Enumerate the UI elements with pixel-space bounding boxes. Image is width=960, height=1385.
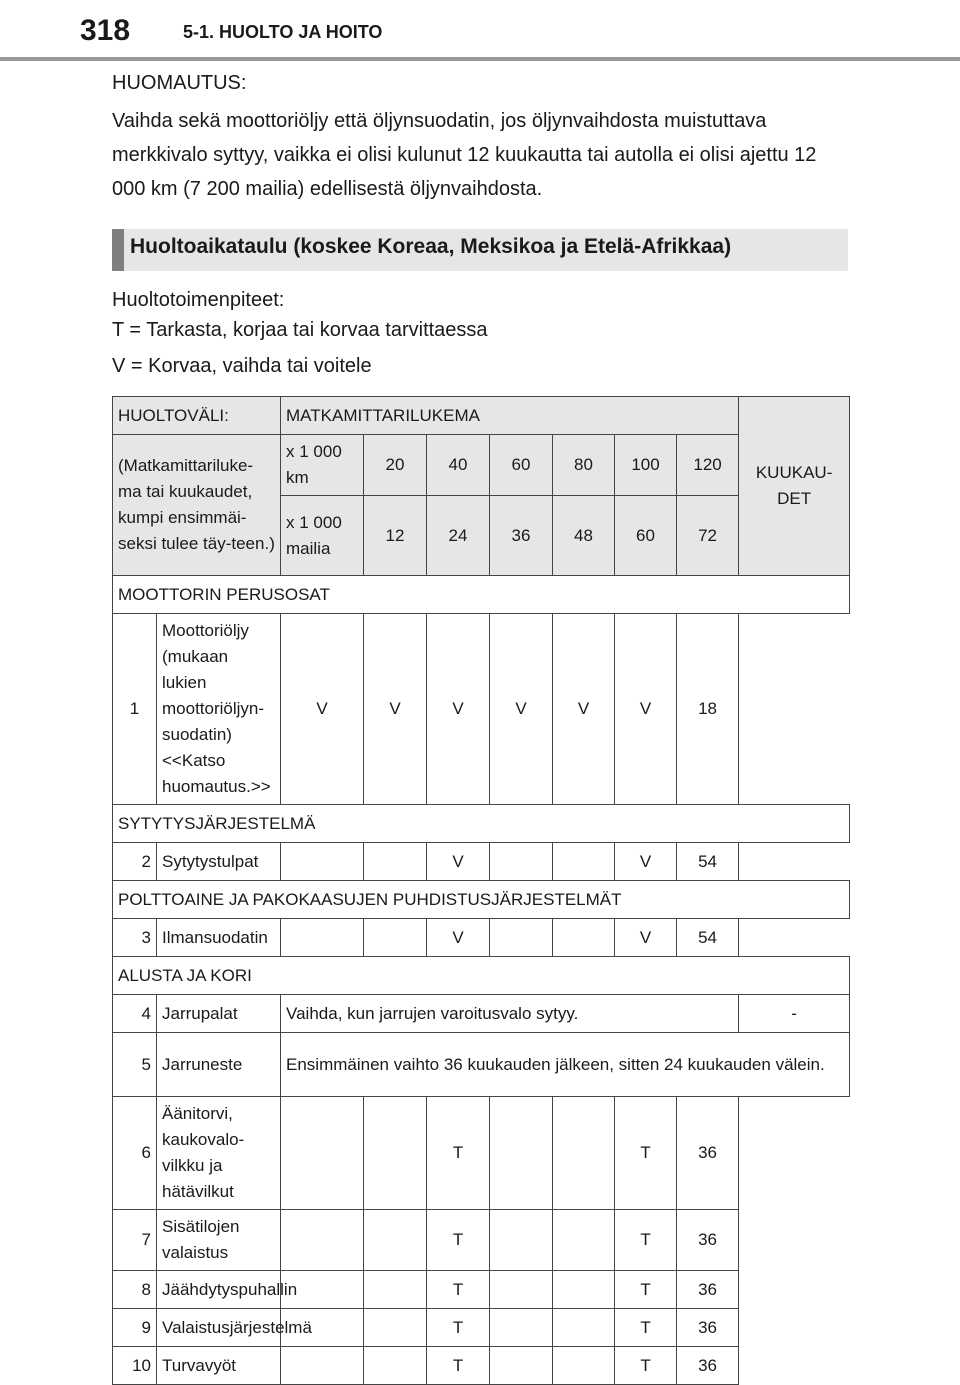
schedule-heading bbox=[112, 229, 848, 271]
table-row bbox=[113, 1347, 850, 1385]
row-months: 36 bbox=[677, 1347, 739, 1385]
table-row bbox=[113, 1309, 850, 1347]
row-cell bbox=[364, 1097, 427, 1210]
row-cell bbox=[490, 1210, 553, 1271]
row-item: Ilmansuodatin bbox=[157, 919, 281, 957]
row-cell bbox=[281, 1097, 364, 1210]
row-cell: T bbox=[615, 1347, 677, 1385]
row-note: Ensimmäinen vaihto 36 kuukauden jälkeen, sitten 24 kuukauden välein. bbox=[281, 1033, 850, 1097]
row-cell bbox=[364, 843, 427, 881]
row-cell bbox=[281, 1309, 364, 1347]
row-cell bbox=[553, 919, 615, 957]
miles-value: 72 bbox=[677, 496, 739, 576]
group-chassis: ALUSTA JA KORI bbox=[113, 957, 850, 995]
row-number: 8 bbox=[113, 1271, 157, 1309]
table-row bbox=[113, 995, 850, 1033]
row-number: 1 bbox=[113, 614, 157, 805]
row-cell bbox=[281, 843, 364, 881]
page-number: 318 bbox=[80, 14, 131, 47]
row-cell: V bbox=[427, 919, 490, 957]
group-row bbox=[113, 576, 850, 614]
heading-text: Huoltoaikataulu (koskee Koreaa, Meksikoa ja Etelä-Afrikkaa) bbox=[130, 235, 732, 258]
interval-note: (Matkamittariluke-ma tai kuukaudet, kumpi ensimmäi-seksi tulee täy-teen.) bbox=[113, 435, 281, 576]
row-cell bbox=[553, 1309, 615, 1347]
table-row bbox=[113, 1097, 850, 1210]
row-cell bbox=[490, 1347, 553, 1385]
row-number: 7 bbox=[113, 1210, 157, 1271]
row-cell bbox=[490, 843, 553, 881]
table-row bbox=[113, 919, 850, 957]
group-row bbox=[113, 881, 850, 919]
row-months: 36 bbox=[677, 1210, 739, 1271]
intro-line-3: V = Korvaa, vaihda tai voitele bbox=[112, 355, 372, 377]
row-cell bbox=[490, 1271, 553, 1309]
miles-value: 48 bbox=[553, 496, 615, 576]
page-header bbox=[0, 0, 960, 62]
row-months: - bbox=[739, 995, 850, 1033]
row-cell: T bbox=[427, 1309, 490, 1347]
row-number: 5 bbox=[113, 1033, 157, 1097]
note-text: Vaihda sekä moottoriöljy että öljynsuodatin, jos öljynvaihdosta muistuttava merkkivalo syttyy, vaikka ei olisi kulunut 12 kuukautta tai autolla ei olisi ajettu 12 000 km (7 200 mailia) edellisestä öljynvaihdosta. bbox=[112, 110, 817, 200]
months-label: KUUKAU-DET bbox=[739, 397, 850, 576]
row-cell bbox=[364, 919, 427, 957]
row-cell: T bbox=[427, 1271, 490, 1309]
note-label: HUOMAUTUS: bbox=[112, 72, 247, 94]
row-cell: V bbox=[427, 843, 490, 881]
km-value: 60 bbox=[490, 435, 553, 496]
row-cell bbox=[364, 1210, 427, 1271]
group-ignition: SYTYTYSJÄRJESTELMÄ bbox=[113, 805, 850, 843]
row-cell bbox=[364, 1271, 427, 1309]
row-number: 9 bbox=[113, 1309, 157, 1347]
table-row bbox=[113, 1271, 850, 1309]
row-cell: T bbox=[427, 1347, 490, 1385]
row-item: Sisätilojen valaistus bbox=[157, 1210, 281, 1271]
row-cell: V bbox=[490, 614, 553, 805]
row-months: 54 bbox=[677, 919, 739, 957]
maintenance-table bbox=[112, 396, 850, 1385]
odometer-label: MATKAMITTARILUKEMA bbox=[281, 397, 739, 435]
row-cell bbox=[553, 843, 615, 881]
row-cell: T bbox=[615, 1309, 677, 1347]
row-cell: T bbox=[615, 1271, 677, 1309]
row-item: Jarruneste bbox=[157, 1033, 281, 1097]
row-cell bbox=[490, 1097, 553, 1210]
heading-bar bbox=[112, 229, 124, 271]
row-months: 36 bbox=[677, 1309, 739, 1347]
group-row bbox=[113, 805, 850, 843]
table-row bbox=[113, 1033, 850, 1097]
miles-unit: x 1 000 mailia bbox=[281, 496, 364, 576]
row-item: Turvavyöt bbox=[157, 1347, 281, 1385]
table-row bbox=[113, 614, 850, 805]
km-value: 80 bbox=[553, 435, 615, 496]
row-cell bbox=[281, 1210, 364, 1271]
row-cell bbox=[553, 1210, 615, 1271]
row-cell: T bbox=[615, 1210, 677, 1271]
row-number: 10 bbox=[113, 1347, 157, 1385]
row-cell: T bbox=[615, 1097, 677, 1210]
row-cell: T bbox=[427, 1097, 490, 1210]
km-value: 20 bbox=[364, 435, 427, 496]
row-cell: V bbox=[615, 843, 677, 881]
row-item: Moottoriöljy (mukaan lukien moottoriöljyn-suodatin) <<Katso huomautus.>> bbox=[157, 614, 281, 805]
km-value: 120 bbox=[677, 435, 739, 496]
row-note: Vaihda, kun jarrujen varoitusvalo sytyy. bbox=[281, 995, 739, 1033]
row-number: 2 bbox=[113, 843, 157, 881]
row-cell bbox=[364, 1309, 427, 1347]
row-cell: V bbox=[615, 614, 677, 805]
row-item: Valaistusjärjestelmä bbox=[157, 1309, 281, 1347]
group-engine: MOOTTORIN PERUSOSAT bbox=[113, 576, 850, 614]
intro-line-2: T = Tarkasta, korjaa tai korvaa tarvittaessa bbox=[112, 319, 488, 341]
row-cell bbox=[553, 1097, 615, 1210]
row-cell: T bbox=[427, 1210, 490, 1271]
row-cell: V bbox=[427, 614, 490, 805]
row-item: Sytytystulpat bbox=[157, 843, 281, 881]
row-cell: V bbox=[281, 614, 364, 805]
row-cell bbox=[281, 919, 364, 957]
row-months: 18 bbox=[677, 614, 739, 805]
table-row bbox=[113, 843, 850, 881]
miles-value: 60 bbox=[615, 496, 677, 576]
table-row bbox=[113, 1210, 850, 1271]
row-cell bbox=[490, 1309, 553, 1347]
km-value: 100 bbox=[615, 435, 677, 496]
row-cell: V bbox=[364, 614, 427, 805]
miles-value: 24 bbox=[427, 496, 490, 576]
row-months: 54 bbox=[677, 843, 739, 881]
section-title: 5-1. HUOLTO JA HOITO bbox=[183, 22, 383, 42]
row-cell: V bbox=[553, 614, 615, 805]
row-months: 36 bbox=[677, 1097, 739, 1210]
row-cell bbox=[490, 919, 553, 957]
row-item: Jäähdytyspuhallin bbox=[157, 1271, 281, 1309]
km-unit: x 1 000 km bbox=[281, 435, 364, 496]
group-row bbox=[113, 957, 850, 995]
row-number: 6 bbox=[113, 1097, 157, 1210]
row-cell bbox=[553, 1271, 615, 1309]
group-fuel: POLTTOAINE JA PAKOKAASUJEN PUHDISTUSJÄRJESTELMÄT bbox=[113, 881, 850, 919]
intro-line-1: Huoltotoimenpiteet: bbox=[112, 289, 285, 311]
miles-value: 12 bbox=[364, 496, 427, 576]
row-cell bbox=[364, 1347, 427, 1385]
row-item: Jarrupalat bbox=[157, 995, 281, 1033]
row-item: Äänitorvi, kaukovalo-vilkku ja hätävilkut bbox=[157, 1097, 281, 1210]
row-number: 4 bbox=[113, 995, 157, 1033]
row-cell bbox=[281, 1347, 364, 1385]
row-cell bbox=[553, 1347, 615, 1385]
km-value: 40 bbox=[427, 435, 490, 496]
row-cell: V bbox=[615, 919, 677, 957]
row-months: 36 bbox=[677, 1271, 739, 1309]
header-rule bbox=[0, 57, 960, 61]
interval-label: HUOLTOVÄLI: bbox=[113, 397, 281, 435]
table-header-row bbox=[113, 397, 850, 435]
miles-value: 36 bbox=[490, 496, 553, 576]
row-number: 3 bbox=[113, 919, 157, 957]
